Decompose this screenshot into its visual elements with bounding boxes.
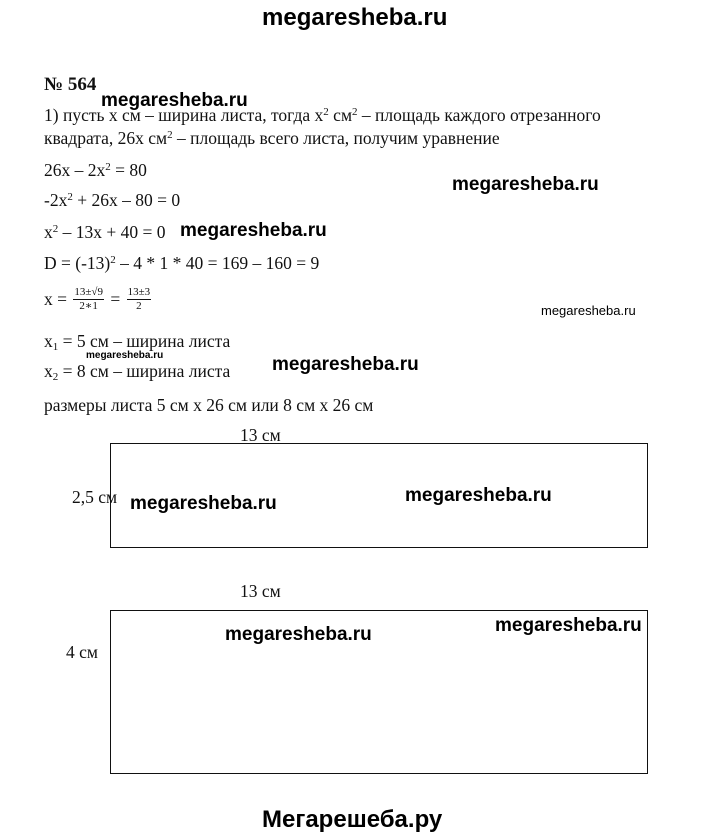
intro-text-c: – площадь каждого отрезанного: [357, 105, 601, 125]
fraction-2-denominator: 2: [136, 300, 142, 312]
roots-formula: [44, 286, 153, 313]
root-x1: [44, 331, 230, 352]
header-watermark: megaresheba.ru: [262, 4, 448, 31]
intro-line-2: [44, 128, 500, 149]
intro-text-b: см: [328, 105, 353, 125]
intro-text-d: квадрата, 26х см: [44, 128, 168, 148]
eq2-a: -2х: [44, 190, 68, 210]
watermark: megaresheba.ru: [130, 493, 277, 514]
disc-b: – 4 * 1 * 40 = 169 – 160 = 9: [115, 253, 320, 273]
x1-sub: 1: [52, 341, 59, 353]
roots-lhs: х =: [44, 289, 72, 309]
figure2-side-label: 4 см: [66, 642, 98, 662]
eq1-sup: 2: [105, 161, 111, 173]
footer-watermark: Мегарешеба.ру: [262, 806, 443, 833]
figure2-top-label: 13 см: [240, 581, 281, 601]
intro-sup-1: 2: [323, 106, 329, 118]
intro-text-e: – площадь всего листа, получим уравнение: [172, 128, 500, 148]
watermark: megaresheba.ru: [405, 485, 552, 506]
x2-sub: 2: [52, 371, 59, 383]
root-x2: [44, 361, 230, 382]
figure1-top-label: 13 см: [240, 425, 281, 445]
watermark: megaresheba.ru: [180, 220, 327, 241]
fraction-2: [127, 286, 152, 313]
intro-text-a: 1) пусть х см – ширина листа, тогда х: [44, 105, 324, 125]
eq2-b: + 26х – 80 = 0: [72, 190, 181, 210]
fraction-1-denominator: 2∗1: [79, 300, 98, 312]
x2-a: х: [44, 361, 53, 381]
x1-a: х: [44, 331, 53, 351]
equation-2: [44, 190, 180, 211]
figure1-side-label: 2,5 см: [72, 487, 118, 507]
eq3-sup: 2: [52, 223, 59, 235]
disc-a: D = (-13): [44, 253, 111, 273]
eq1-a: 26х – 2х: [44, 160, 106, 180]
intro-sup-2: 2: [352, 106, 358, 118]
watermark: megaresheba.ru: [452, 174, 599, 195]
equation-1: [44, 160, 147, 181]
watermark: megaresheba.ru: [86, 350, 164, 361]
watermark: megaresheba.ru: [225, 624, 372, 645]
x2-b: = 8 см – ширина листа: [58, 361, 231, 381]
discriminant: [44, 253, 319, 274]
intro-sup-3: 2: [167, 129, 173, 141]
x1-b: = 5 см – ширина листа: [58, 331, 231, 351]
fraction-1-numerator: 13±√9: [74, 286, 103, 298]
eq3-b: – 13х + 40 = 0: [58, 222, 166, 242]
eq1-b: = 80: [110, 160, 147, 180]
answer-line: размеры листа 5 см х 26 см или 8 см х 26 см: [44, 395, 374, 415]
watermark: megaresheba.ru: [495, 615, 642, 636]
eq2-sup: 2: [67, 191, 73, 203]
equation-3: [44, 222, 166, 243]
fraction-1: [73, 286, 104, 313]
disc-sup: 2: [110, 254, 116, 266]
watermark: megaresheba.ru: [272, 354, 419, 375]
eq3-a: х: [44, 222, 53, 242]
fraction-2-numerator: 13±3: [127, 286, 151, 298]
watermark: megaresheba.ru: [101, 90, 248, 111]
roots-equals: =: [105, 289, 125, 309]
problem-number: № 564: [44, 74, 97, 95]
watermark: megaresheba.ru: [541, 303, 636, 318]
